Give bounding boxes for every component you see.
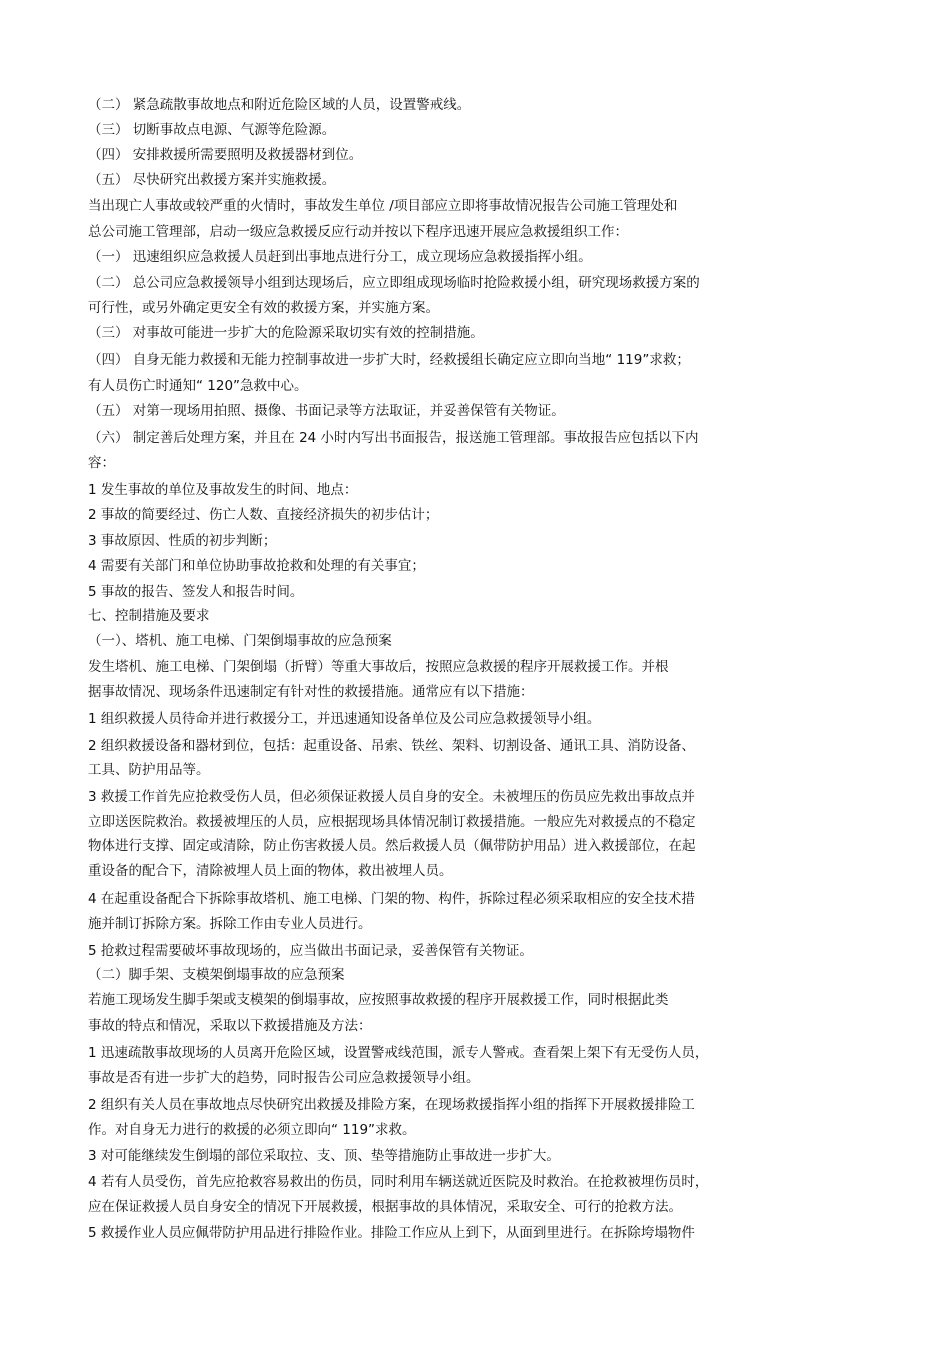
text-line: 发生塔机、施工电梯、门架倒塌（折臂）等重大事故后，按照应急救援的程序开展救援工作。并根 [88, 659, 669, 675]
text-line: 重设备的配合下，清除被埋人员上面的物体，救出被埋人员。 [88, 863, 453, 879]
subsection-heading: （一）、塔机、施工电梯、门架倒塌事故的应急预案 [88, 633, 392, 649]
text-line: 3 救援工作首先应抢救受伤人员，但必须保证救援人员自身的安全。未被埋压的伤员应先救出事故点并 [88, 789, 695, 805]
text-line: （四） 自身无能力救援和无能力控制事故进一步扩大时，经救援组长确定应立即向当地“ 119”求救； [88, 352, 690, 368]
text-line: 据事故情况、现场条件迅速制定有针对性的救援措施。通常应有以下措施： [88, 684, 534, 700]
text-line: 施并制订拆除方案。拆除工作由专业人员进行。 [88, 916, 372, 932]
text-line: 工具、防护用品等。 [88, 762, 210, 778]
text-line: 1 发生事故的单位及事故发生的时间、地点： [88, 482, 358, 498]
text-line: 5 事故的报告、签发人和报告时间。 [88, 584, 304, 600]
text-line: 若施工现场发生脚手架或支模架的倒塌事故，应按照事故救援的程序开展救援工作，同时根据此类 [88, 992, 669, 1008]
text-line: 应在保证救援人员自身安全的情况下开展救援，根据事故的具体情况，采取安全、可行的抢救方法。 [88, 1199, 682, 1215]
text-line: 1 组织救援人员待命并进行救援分工，并迅速通知设备单位及公司应急救援领导小组。 [88, 711, 601, 727]
text-line: 总公司施工管理部，启动一级应急救援反应行动并按以下程序迅速开展应急救援组织工作： [88, 224, 628, 240]
section-heading: 七、控制措施及要求 [88, 608, 210, 624]
text-line: 4 若有人员受伤，首先应抢救容易救出的伤员，同时利用车辆送就近医院及时救治。在抢救被埋伤员时， [88, 1174, 709, 1190]
text-line: （五） 对第一现场用拍照、摄像、书面记录等方法取证，并妥善保管有关物证。 [88, 403, 565, 419]
text-line: 5 抢救过程需要破坏事故现场的，应当做出书面记录，妥善保管有关物证。 [88, 943, 533, 959]
text-line: 2 事故的简要经过、伤亡人数、直接经济损失的初步估计； [88, 507, 439, 523]
text-line: 有人员伤亡时通知“ 120”急救中心。 [88, 378, 308, 394]
text-line: （六） 制定善后处理方案，并且在 24 小时内写出书面报告，报送施工管理部。事故报告应包括以下内 [88, 430, 699, 446]
text-line: （四） 安排救援所需要照明及救援器材到位。 [88, 147, 363, 163]
text-line: 1 迅速疏散事故现场的人员离开危险区域，设置警戒线范围，派专人警戒。查看架上架下有无受伤人员， [88, 1045, 709, 1061]
text-line: 2 组织救援设备和器材到位，包括：起重设备、吊索、铁丝、架料、切割设备、通讯工具、消防设备、 [88, 738, 695, 754]
text-line: 事故的特点和情况，采取以下救援措施及方法： [88, 1018, 372, 1034]
text-line: 4 需要有关部门和单位协助事故抢救和处理的有关事宜； [88, 558, 425, 574]
text-line: 物体进行支撑、固定或清除，防止伤害救援人员。然后救援人员（佩带防护用品）进入救援部位，在起 [88, 838, 696, 854]
text-line: 作。对自身无力进行的救援的必须立即向“ 119”求救。 [88, 1122, 416, 1138]
text-line: 5 救援作业人员应佩带防护用品进行排险作业。排险工作应从上到下，从面到里进行。在拆除垮塌物件 [88, 1225, 695, 1241]
text-line: （二） 紧急疏散事故地点和附近危险区域的人员，设置警戒线。 [88, 97, 471, 113]
text-line: （五） 尽快研究出救援方案并实施救援。 [88, 172, 336, 188]
text-line: 3 事故原因、性质的初步判断； [88, 533, 277, 549]
text-line: （一） 迅速组织应急救援人员赶到出事地点进行分工，成立现场应急救援指挥小组。 [88, 249, 592, 265]
text-line: 事故是否有进一步扩大的趋势，同时报告公司应急救援领导小组。 [88, 1070, 480, 1086]
text-line: 立即送医院救治。救援被埋压的人员，应根据现场具体情况制订救援措施。一般应先对救援点的不稳定 [88, 814, 696, 830]
text-line: 3 对可能继续发生倒塌的部位采取拉、支、顶、垫等措施防止事故进一步扩大。 [88, 1148, 560, 1164]
text-line: （二） 总公司应急救援领导小组到达现场后，应立即组成现场临时抢险救援小组，研究现场救援方案的 [88, 275, 700, 291]
text-line: （三） 对事故可能进一步扩大的危险源采取切实有效的控制措施。 [88, 325, 484, 341]
text-line: 2 组织有关人员在事故地点尽快研究出救援及排险方案，在现场救援指挥小组的指挥下开展救援排险工 [88, 1097, 695, 1113]
text-line: （三） 切断事故点电源、气源等危险源。 [88, 122, 336, 138]
text-line: 可行性，或另外确定更安全有效的救援方案，并实施方案。 [88, 300, 439, 316]
text-line: 4 在起重设备配合下拆除事故塔机、施工电梯、门架的物、构件，拆除过程必须采取相应的安全技术措 [88, 891, 695, 907]
text-line: 容： [88, 455, 115, 471]
text-line: 当出现亡人事故或较严重的火情时，事故发生单位 /项目部应立即将事故情况报告公司施工管理处和 [88, 198, 678, 214]
subsection-heading: （二）脚手架、支模架倒塌事故的应急预案 [88, 967, 345, 983]
